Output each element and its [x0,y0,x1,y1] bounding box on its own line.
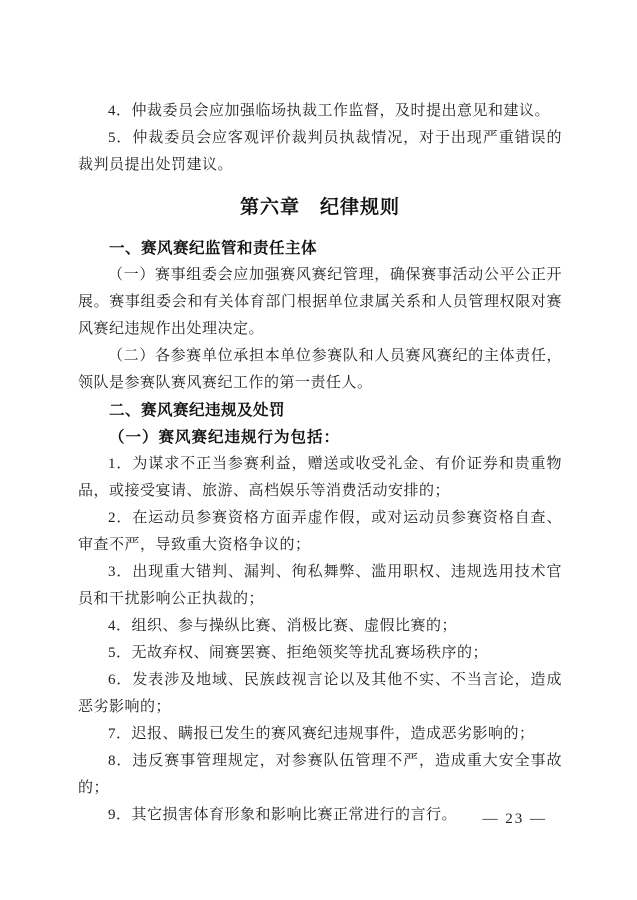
section-1-heading: 一、赛风赛纪监管和责任主体 [109,240,318,257]
text-block [78,98,562,829]
subsection-1-heading: （一）赛风赛纪违规行为包括： [109,429,341,446]
violation-item-8: 8．违反赛事管理规定，对参赛队伍管理不严，造成重大安全事故的； [78,753,562,796]
violation-item-1: 1．为谋求不正当参赛利益，赠送或收受礼金、有价证券和贵重物品，或接受宴请、旅游、高档娱乐等消费活动安排的； [78,456,562,499]
violation-item-7: 7．迟报、瞒报已发生的赛风赛纪违规事件，造成恶劣影响的； [108,726,535,742]
section-2-heading: 二、赛风赛纪违规及处罚 [109,402,286,419]
violation-item-6: 6．发表涉及地域、民族歧视言论以及其他不实、不当言论，造成恶劣影响的； [78,672,562,715]
violation-item-9: 9．其它损害体育形象和影响比赛正常进行的言行。 [108,807,458,823]
section-1-paragraph-2: （二）各参赛单位承担本单位参赛队和人员赛风赛纪的主体责任，领队是参赛队赛风赛纪工作的第一责任人。 [78,348,562,391]
clause-5-paragraph: 5．仲裁委员会应客观评价裁判员执裁情况，对于出现严重错误的裁判员提出处罚建议。 [78,130,562,173]
violation-item-5: 5．无故弃权、闹赛罢赛、拒绝领奖等扰乱赛场秩序的； [108,645,489,661]
violation-item-3: 3．出现重大错判、漏判、徇私舞弊、滥用职权、违规选用技术官员和干扰影响公正执裁的； [78,564,562,607]
section-1-paragraph-1: （一）赛事组委会应加强赛风赛纪管理，确保赛事活动公平公正开展。赛事组委会和有关体育部门根据单位隶属关系和人员管理权限对赛风赛纪违规作出处理决定。 [78,267,562,337]
violation-item-4: 4．组织、参与操纵比赛、消极比赛、虚假比赛的； [108,618,458,634]
page-number: — 23 — [482,811,547,827]
chapter-title: 第六章 纪律规则 [239,197,400,218]
violation-item-2: 2．在运动员参赛资格方面弄虚作假，或对运动员参赛资格自查、审查不严，导致重大资格争议的； [78,510,562,553]
clause-4-paragraph: 4．仲裁委员会应加强临场执裁工作监督，及时提出意见和建议。 [108,103,551,119]
